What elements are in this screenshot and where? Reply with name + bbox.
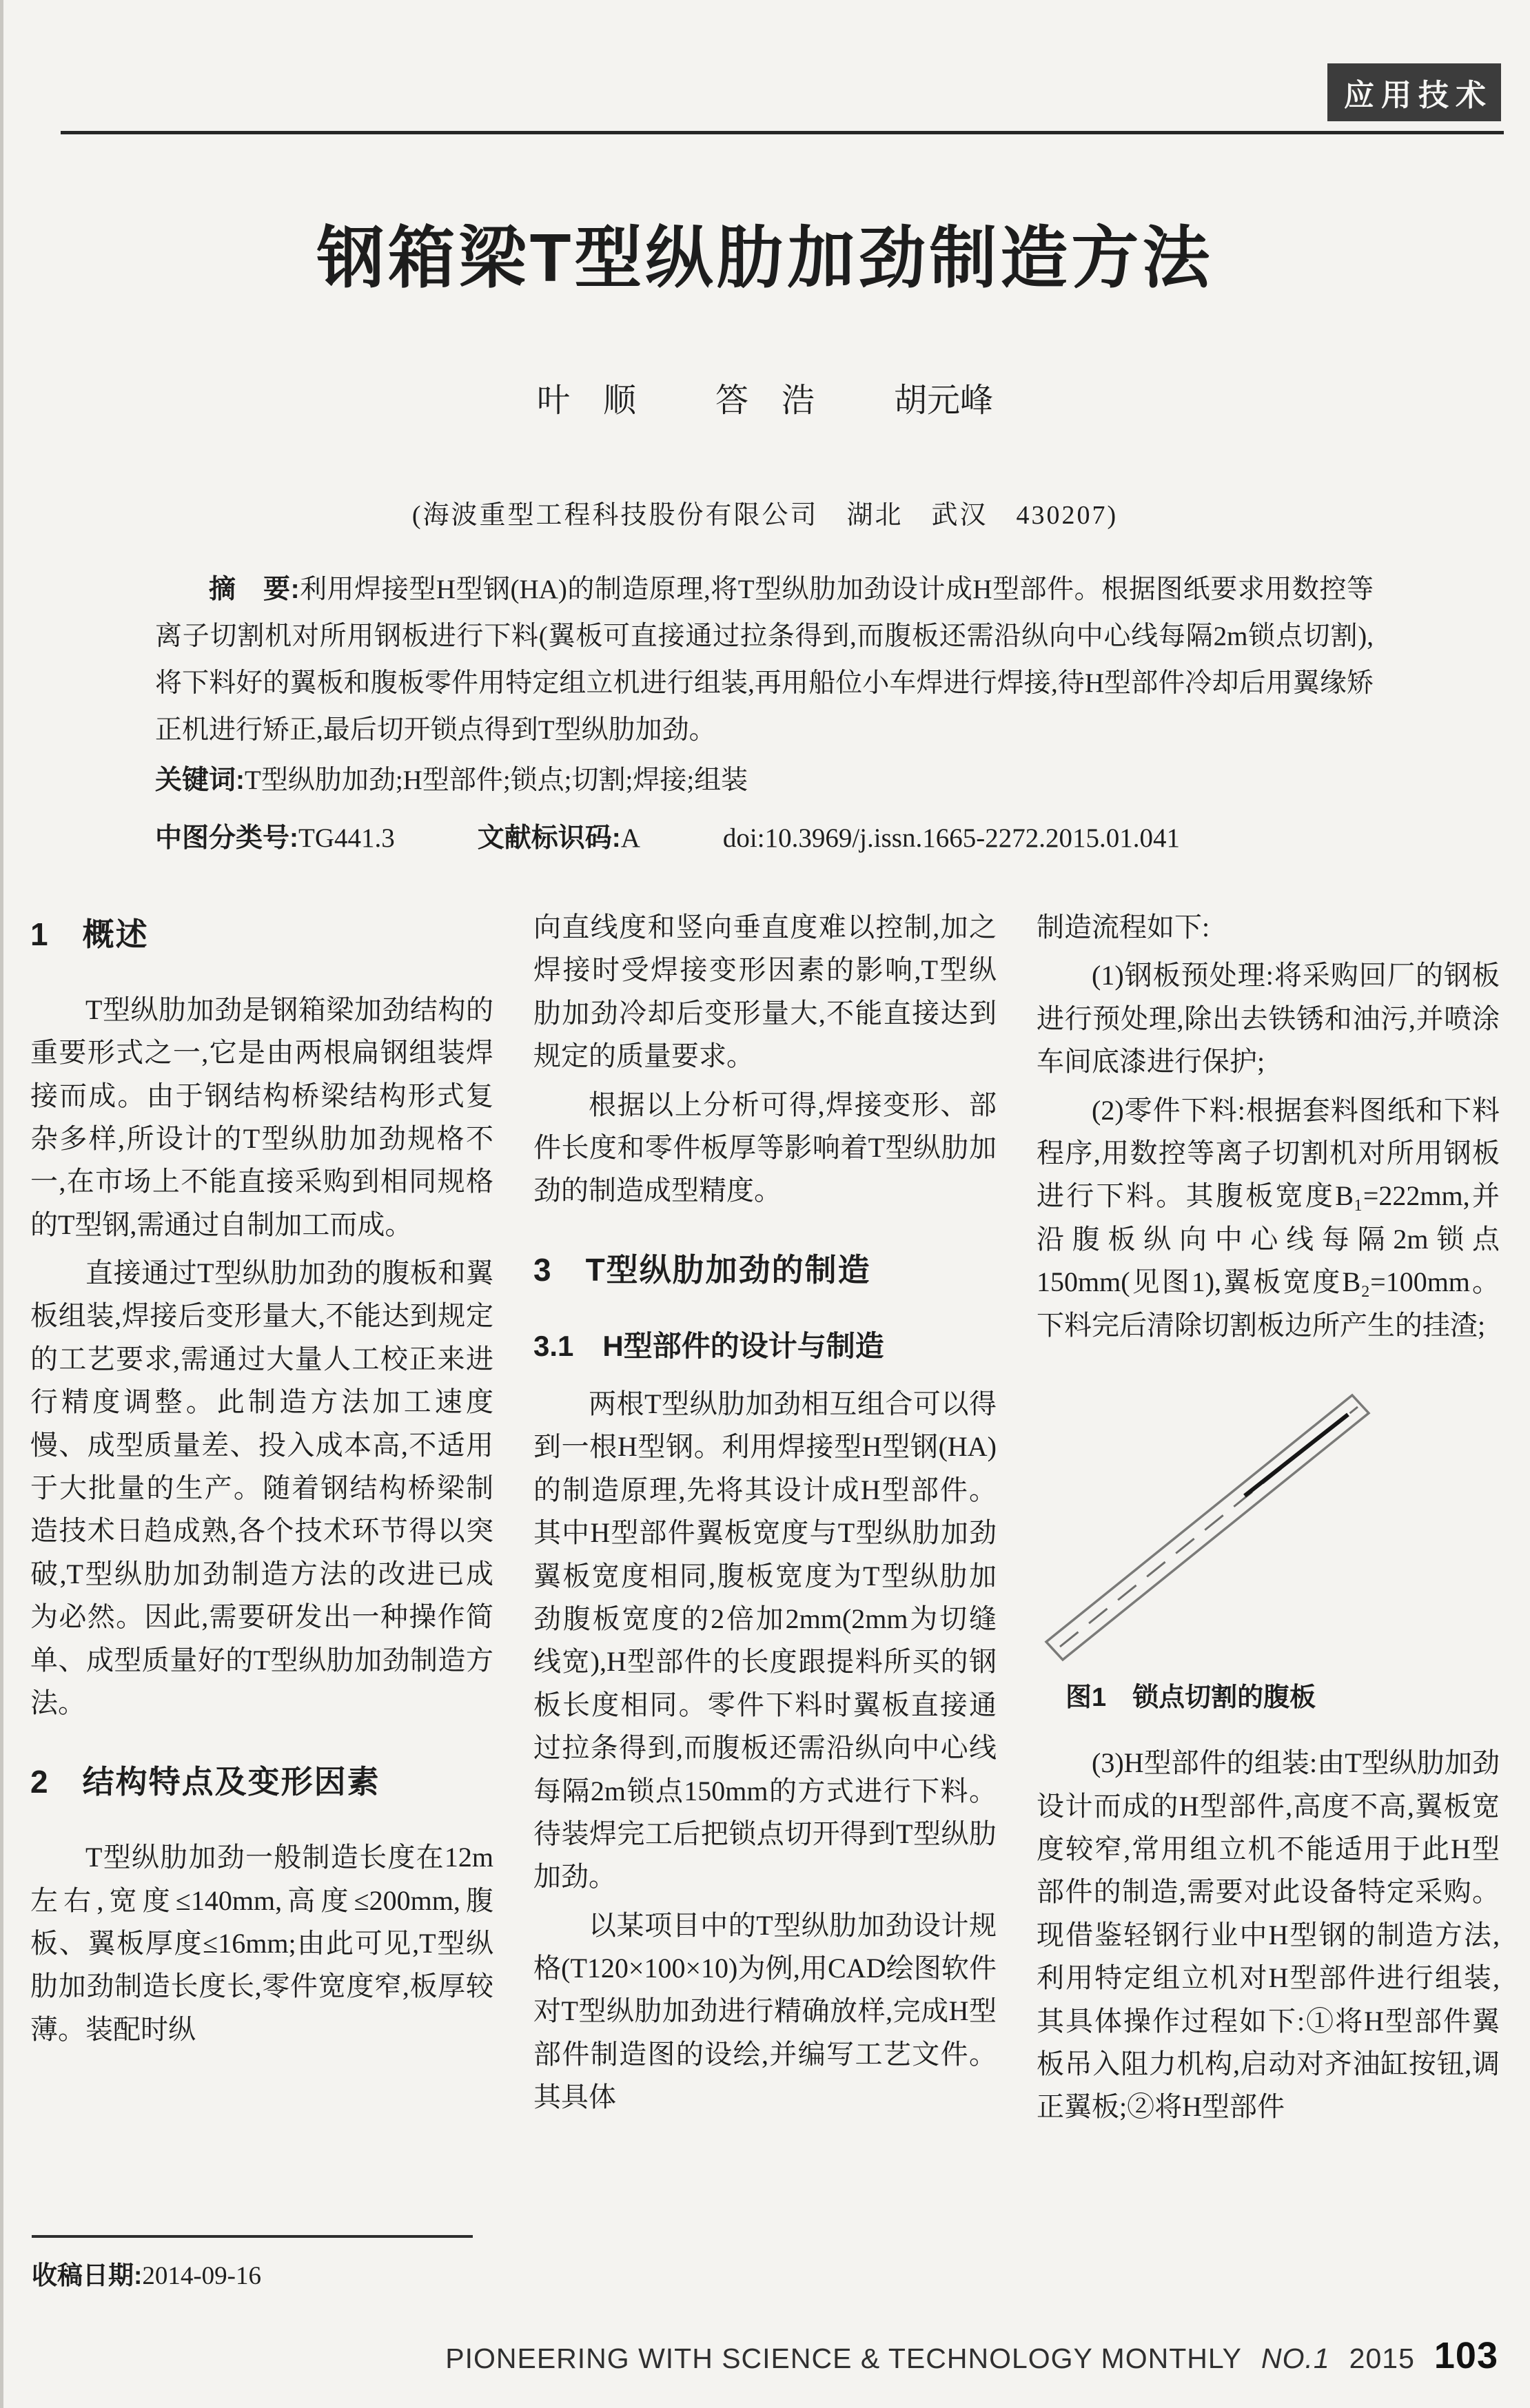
section-3-1-paragraph-continued: 制造流程如下: [1037, 912, 1210, 943]
process-step-1: (1)钢板预处理:将采购回厂的钢板进行预处理,除出去铁锈和油污,并喷涂车间底漆进行保护; [1037, 960, 1500, 1078]
process-step-3: (3)H型部件的组装:由T型纵肋加劲设计而成的H型部件,高度不高,翼板宽度较窄,常用组立机不能适用于此H型部件的制造,需要对此设备特定采购。现借鉴轻钢行业中H型钢的制造方法,利用特定组立机对H型部件进行组装,其具体操作过程如下:①将H型部件翼板吊入阻力机构,启动对齐油缸按钮,调正翼板;②将H型部件 [1037, 1747, 1500, 2123]
document-code-label: 文献标识码: [477, 823, 621, 854]
section-3-heading: 3 T型纵肋加劲的制造 [533, 1251, 871, 1288]
section-2-paragraph: T型纵肋加劲一般制造长度在12m左右,宽度≤140mm,高度≤200mm,腹板、翼板厚度≤16mm;由此可见,T型纵肋加劲制造长度长,零件宽度窄,板厚较薄。装配时纵 [30, 1842, 493, 2045]
frontmatter-block [155, 566, 1374, 862]
body-columns [30, 906, 1500, 2129]
plate-lock-cut-line [1245, 1414, 1348, 1496]
doi-value: 10.3969/j.issn.1665-2272.2015.01.041 [764, 823, 1180, 854]
article-meta-line [155, 815, 1374, 862]
journal-name: PIONEERING WITH SCIENCE & TECHNOLOGY MONTHLY [445, 2343, 1242, 2374]
clc-label: 中图分类号: [155, 823, 298, 854]
column-right [1037, 906, 1500, 2129]
column-left [30, 906, 493, 2129]
page-number: 103 [1434, 2335, 1498, 2376]
section-3-1-paragraph: 两根T型纵肋加劲相互组合可以得到一根H型钢。利用焊接型H型钢(HA)的制造原理,先将其设计成H型部件。其中H型部件翼板宽度与T型纵肋加劲翼板宽度相同,腹板宽度为T型纵肋加劲腹板宽度的2倍加2mm(2mm为切缝线宽),H型部件的长度跟提料所买的钢板长度相同。零件下料时翼板直接通过拉条得到,而腹板还需沿纵向中心线每隔2m锁点150mm的方式进行下料。待装焊完工后把锁点切开得到T型纵肋加劲。 [533, 1388, 997, 1893]
section-2-paragraph: 根据以上分析可得,焊接变形、部件长度和零件板厚等影响着T型纵肋加劲的制造成型精度。 [533, 1089, 997, 1206]
section-1-paragraph: T型纵肋加劲是钢箱梁加劲结构的重要形式之一,它是由两根扁钢组装焊接而成。由于钢结构桥梁结构形式复杂多样,所设计的T型纵肋加劲规格不一,在市场上不能直接采购到相同规格的T型钢,需通过自制加工而成。 [30, 994, 493, 1240]
doi [723, 815, 1180, 862]
keywords-line [155, 757, 1374, 804]
journal-footer [445, 2334, 1498, 2377]
author-name: 答 浩 [715, 382, 815, 419]
abstract-text: 利用焊接型H型钢(HA)的制造原理,将T型纵肋加劲设计成H型部件。根据图纸要求用数控等离子切割机对所用钢板进行下料(翼板可直接通过拉条得到,而腹板还需沿纵向中心线每隔2m锁点切割),将下料好的翼板和腹板零件用特定组立机进行组装,再用船位小车焊进行焊接,待H型部件冷却后用翼缘矫正机进行矫正,最后切开锁点得到T型纵肋加劲。 [155, 575, 1374, 745]
clc-number [155, 815, 395, 862]
figure-1-caption: 图1 锁点切割的腹板 [1065, 1682, 1316, 1712]
affiliation: (海波重型工程科技股份有限公司 湖北 武汉 430207) [411, 501, 1119, 530]
keywords-text: T型纵肋加劲;H型部件;锁点;切割;焊接;组装 [245, 765, 748, 796]
section-3-1-heading: 3.1 H型部件的设计与制造 [533, 1330, 884, 1363]
process-step-2: (2)零件下料:根据套料图纸和下料程序,用数控等离子切割机对所用钢板进行下料。其腹板宽度B₁=222mm,并沿腹板纵向中心线每隔2m锁点150mm(见图1),翼板宽度B₂=100mm。下料完后清除切割板边所产生的挂渣; [1037, 1094, 1500, 1341]
section-3-1-paragraph: 以某项目中的T型纵肋加劲设计规格(T120×100×10)为例,用CAD绘图软件对T型纵肋加劲进行精确放样,完成H型部件制造图的设绘,并编写工艺文件。其具体 [533, 1909, 997, 2113]
author-name: 叶 顺 [536, 382, 636, 419]
section-2-paragraph-continued: 向直线度和竖向垂直度难以控制,加之焊接时受焊接变形因素的影响,T型纵肋加劲冷却后变形量大,不能直接达到规定的质量要求。 [533, 912, 997, 1072]
section-2-heading: 2 结构特点及变形因素 [30, 1764, 380, 1800]
abstract-label: 摘 要: [209, 575, 300, 604]
doi-label: doi: [722, 823, 765, 854]
column-middle [533, 906, 997, 2129]
received-date-label: 收稿日期: [32, 2261, 143, 2289]
web-plate-drawing [1037, 1370, 1500, 1667]
received-date-line [32, 2254, 261, 2292]
issue-year: 2015 [1349, 2343, 1415, 2374]
author-list [0, 373, 1530, 421]
section-1-paragraph: 直接通过T型纵肋加劲的腹板和翼板组装,焊接后变形量大,不能达到规定的工艺要求,需通过大量人工校正来进行精度调整。此制造方法加工速度慢、成型质量差、投入成本高,不适用于大批量的生产。随着钢结构桥梁制造技术日趋成熟,各个技术环节得以突破,T型纵肋加劲制造方法的改进已成为必然。因此,需要研发出一种操作简单、成型质量好的T型纵肋加劲制造方法。 [30, 1257, 493, 1718]
paper-title: 钢箱梁T型纵肋加劲制造方法 [316, 220, 1214, 296]
figure-1 [1037, 1370, 1500, 1718]
keywords-label: 关键词: [155, 765, 245, 796]
clc-value: TG441.3 [298, 823, 395, 854]
footnote-divider [32, 2235, 473, 2238]
category-badge: 应用技术 [1327, 63, 1501, 121]
document-code [478, 815, 640, 862]
author-name: 胡元峰 [894, 382, 994, 419]
issue-number: NO.1 [1261, 2343, 1330, 2374]
section-1-heading: 1 概述 [30, 916, 149, 952]
received-date-value: 2014-09-16 [142, 2262, 261, 2290]
document-code-value: A [620, 823, 640, 854]
abstract-paragraph [155, 566, 1374, 753]
header-divider [61, 131, 1504, 134]
